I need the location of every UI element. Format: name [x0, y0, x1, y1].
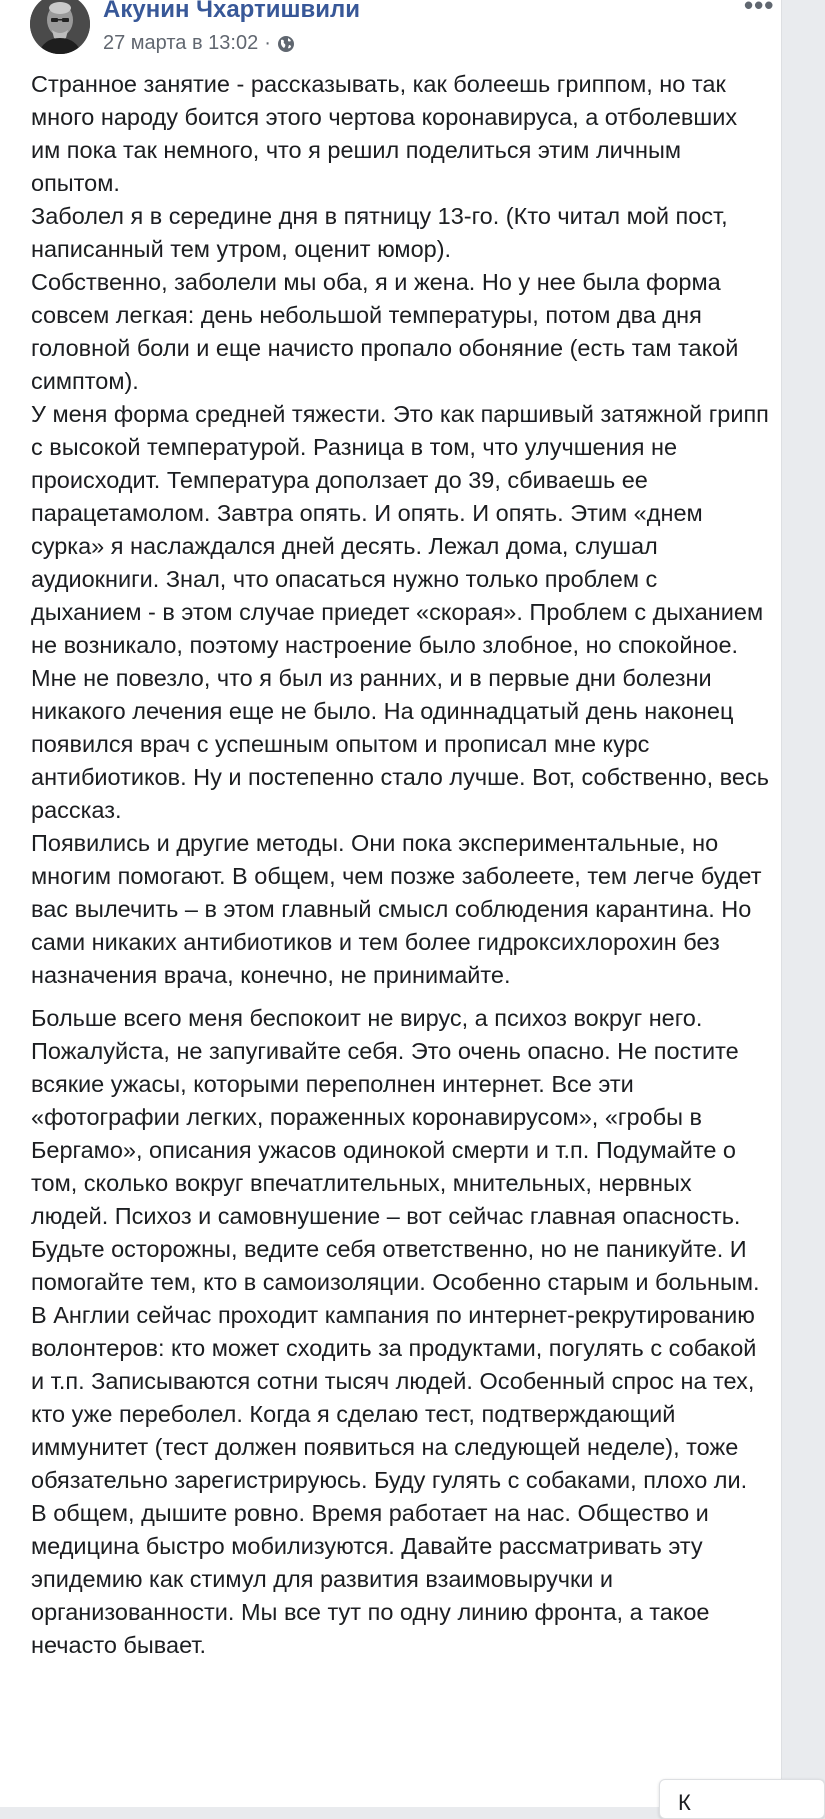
post-paragraph: Появились и другие методы. Они пока экспериментальные, но многим помогают. В общем, чем позже заболеете, тем легче будет вас вылечить – в этом главный смысл соблюдения карантина. Но сами никаких антибиотиков и тем более гидроксихлорохин без назначения врача, конечно, не принимайте. [31, 830, 762, 988]
post-meta [103, 30, 295, 56]
post-paragraph: В общем, дышите ровно. Время работает на нас. Общество и медицина быстро мобилизуются. Давайте рассматривать эту эпидемию как стимул для развития взаимовыручки и организованности. Мы все тут по одну линию фронта, а такое нечасто бывает. [31, 1500, 710, 1658]
paragraph-gap [31, 992, 771, 1002]
post-paragraph: Мне не повезло, что я был из ранних, и в первые дни болезни никакого лечения еще не было. На одиннадцатый день наконец появился врач с успешным опытом и прописал мне курс антибиотиков. Ну и постепенно стало лучше. Вот, собственно, весь рассказ. [31, 665, 769, 823]
post-paragraph: Будьте осторожны, ведите себя ответственно, но не паникуйте. И помогайте тем, кто в самоизоляции. Особенно старым и больным. В Англии сейчас проходит кампания по интернет-рекрутированию волонтеров: кто может сходить за продуктами, погулять с собакой и т.п. Записываются сотни тысяч людей. Особенный спрос на тех, кто уже переболел. Когда я сделаю тест, подтверждающий иммунитет (тест должен появиться на следующей неделе), тоже обязательно зарегистрируюсь. Буду гулять с собаками, плохо ли. [31, 1236, 760, 1493]
post-paragraph: Странное занятие - рассказывать, как болеешь гриппом, но так много народу боится этого чертова коронавируса, а отболевших им пока так немного, что я решил поделиться этим личным опытом. [31, 71, 738, 196]
post-paragraph: Больше всего меня беспокоит не вирус, а психоз вокруг него. Пожалуйста, не запугивайте себя. Это очень опасно. Не постите всякие ужасы, которыми переполнен интернет. Все эти «фотографии легких, пораженных коронавирусом», «гробы в Бергамо», описания ужасов одинокой смерти и т.п. Подумайте о том, сколько вокруг впечатлительных, мнительных, нервных людей. Психоз и самовнушение – вот сейчас главная опасность. [31, 1005, 741, 1229]
globe-icon[interactable] [277, 34, 295, 52]
floating-panel-glyph: К [678, 1790, 691, 1815]
author-name-link[interactable]: Акунин Чхартишвили [103, 0, 361, 23]
post-timestamp-link[interactable]: 27 марта в 13:02 [103, 32, 259, 54]
author-avatar[interactable] [30, 0, 90, 54]
post-paragraph: Собственно, заболели мы оба, я и жена. Но у нее была форма совсем легкая: день небольшой температуры, потом два дня головной боли и еще начисто пропало обоняние (есть там такой симптом). [31, 269, 739, 394]
floating-panel-tab[interactable] [659, 1779, 825, 1819]
meta-separator: · [264, 32, 271, 54]
post-text [31, 68, 771, 1662]
post-paragraph: У меня форма средней тяжести. Это как паршивый затяжной грипп с высокой температурой. Разница в том, что улучшения не происходит. Температура доползает до 39, сбиваешь ее парацетамолом. Завтра опять. И опять. И опять. Этим «днем сурка» я наслаждался дней десять. Лежал дома, слушал аудиокниги. Знал, что опасаться нужно только проблем с дыханием - в этом случае приедет «скорая». Проблем с дыханием не возникало, поэтому настроение было злобное, но спокойное. [31, 401, 769, 658]
more-options-button[interactable]: ••• [744, 0, 775, 20]
avatar-portrait-icon [30, 0, 90, 54]
post-paragraph: Заболел я в середине дня в пятницу 13-го. (Кто читал мой пост, написанный тем утром, оценит юмор). [31, 203, 728, 262]
